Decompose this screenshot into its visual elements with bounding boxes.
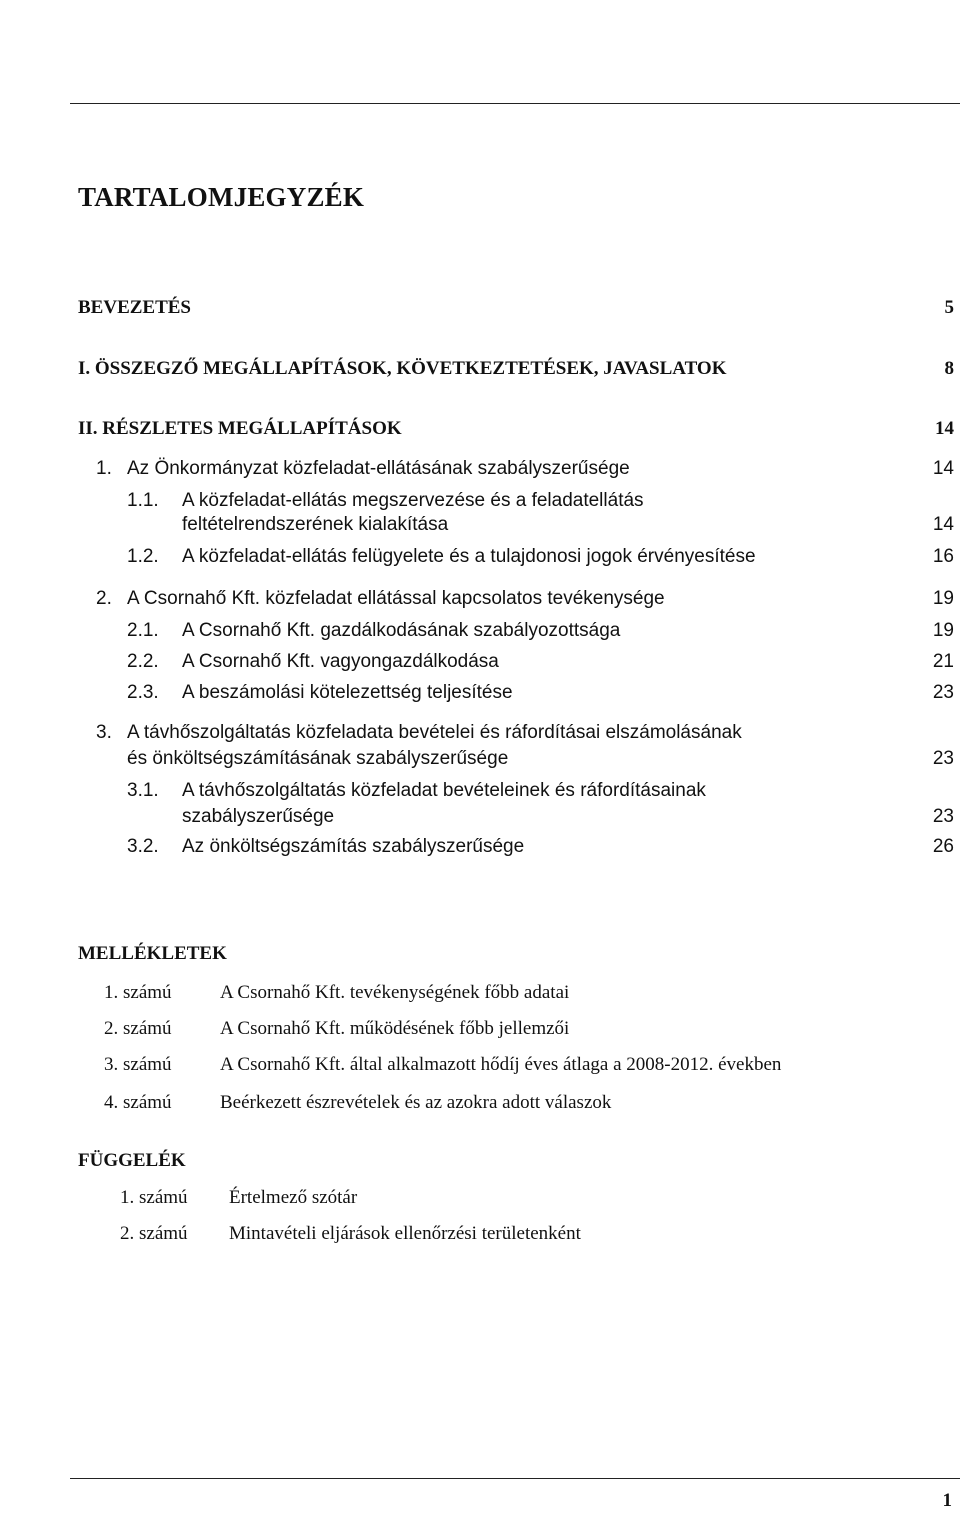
toc-entry-2[interactable]: A Csornahő Kft. közfeladat ellátással kapcsolatos tevékenysége — [127, 588, 665, 609]
melleklet-1-num: 1. számú — [104, 982, 172, 1003]
footer-rule — [70, 1478, 960, 1479]
toc-entry-1-2[interactable]: A közfeladat-ellátás felügyelete és a tulajdonosi jogok érvényesítése — [182, 546, 756, 567]
toc-entry-1-2-page: 16 — [932, 546, 954, 567]
toc-entry-3-2-num: 3.2. — [127, 836, 159, 857]
page-number: 1 — [942, 1490, 952, 1511]
toc-entry-2-2[interactable]: A Csornahő Kft. vagyongazdálkodása — [182, 651, 499, 672]
toc-entry-2-3-page: 23 — [932, 682, 954, 703]
toc-entry-2-1[interactable]: A Csornahő Kft. gazdálkodásának szabályozottsága — [182, 620, 621, 641]
toc-entry-2-3[interactable]: A beszámolási kötelezettség teljesítése — [182, 682, 513, 703]
melleklet-1[interactable]: A Csornahő Kft. tevékenységének főbb adatai — [220, 982, 570, 1003]
toc-bevezetes-page: 5 — [944, 297, 954, 318]
toc-entry-2-num: 2. — [96, 588, 112, 609]
toc-entry-2-1-page: 19 — [932, 620, 954, 641]
toc-entry-2-3-num: 2.3. — [127, 682, 159, 703]
toc-entry-3-1-line2[interactable]: szabályszerűsége — [182, 806, 335, 827]
toc-entry-3-2[interactable]: Az önköltségszámítás szabályszerűsége — [182, 836, 525, 857]
toc-osszegzo[interactable]: I. ÖSSZEGZŐ MEGÁLLAPÍTÁSOK, KÖVETKEZTETÉSEK, JAVASLATOK — [78, 358, 727, 379]
page-title: TARTALOMJEGYZÉK — [78, 182, 365, 212]
toc-entry-2-1-num: 2.1. — [127, 620, 159, 641]
toc-entry-1-page: 14 — [932, 458, 954, 479]
toc-reszletes[interactable]: II. RÉSZLETES MEGÁLLAPÍTÁSOK — [78, 418, 402, 439]
fuggelek-2-num: 2. számú — [120, 1223, 188, 1244]
toc-bevezetes[interactable]: BEVEZETÉS — [78, 297, 191, 318]
toc-reszletes-page: 14 — [935, 418, 954, 439]
fuggelek-2[interactable]: Mintavételi eljárások ellenőrzési területenként — [229, 1223, 581, 1244]
toc-entry-1[interactable]: Az Önkormányzat közfeladat-ellátásának szabályszerűsége — [127, 458, 630, 479]
melleklet-4[interactable]: Beérkezett észrevételek és az azokra adott válaszok — [220, 1092, 612, 1113]
fuggelek-1-num: 1. számú — [120, 1187, 188, 1208]
toc-osszegzo-page: 8 — [944, 358, 954, 379]
toc-entry-3-2-page: 26 — [932, 836, 954, 857]
toc-entry-1-1-line2[interactable]: feltételrendszerének kialakítása — [182, 514, 449, 535]
toc-entry-1-1-line1[interactable]: A közfeladat-ellátás megszervezése és a feladatellátás — [182, 490, 644, 511]
melleklet-2[interactable]: A Csornahő Kft. működésének főbb jellemzői — [220, 1018, 570, 1039]
toc-entry-3-1-num: 3.1. — [127, 780, 159, 801]
melleklet-4-num: 4. számú — [104, 1092, 172, 1113]
toc-entry-3-num: 3. — [96, 722, 112, 743]
melleklet-2-num: 2. számú — [104, 1018, 172, 1039]
toc-entry-2-2-num: 2.2. — [127, 651, 159, 672]
toc-entry-3-1-line1[interactable]: A távhőszolgáltatás közfeladat bevételeinek és ráfordításainak — [182, 780, 706, 801]
toc-entry-1-1-num: 1.1. — [127, 490, 159, 511]
melleklet-3[interactable]: A Csornahő Kft. által alkalmazott hődíj éves átlaga a 2008-2012. években — [220, 1054, 782, 1075]
toc-entry-3-1-page: 23 — [932, 806, 954, 827]
toc-entry-2-page: 19 — [932, 588, 954, 609]
toc-entry-3-line1[interactable]: A távhőszolgáltatás közfeladata bevételei és ráfordításai elszámolásának — [127, 722, 742, 743]
toc-entry-1-num: 1. — [96, 458, 112, 479]
mellekletek-heading: MELLÉKLETEK — [78, 943, 227, 964]
toc-entry-3-line2[interactable]: és önköltségszámításának szabályszerűsége — [127, 748, 509, 769]
toc-entry-1-1-page: 14 — [932, 514, 954, 535]
toc-entry-3-page: 23 — [932, 748, 954, 769]
header-rule — [70, 103, 960, 104]
fuggelek-1[interactable]: Értelmező szótár — [229, 1187, 358, 1208]
melleklet-3-num: 3. számú — [104, 1054, 172, 1075]
toc-entry-2-2-page: 21 — [932, 651, 954, 672]
fuggelek-heading: FÜGGELÉK — [78, 1150, 186, 1171]
toc-entry-1-2-num: 1.2. — [127, 546, 159, 567]
